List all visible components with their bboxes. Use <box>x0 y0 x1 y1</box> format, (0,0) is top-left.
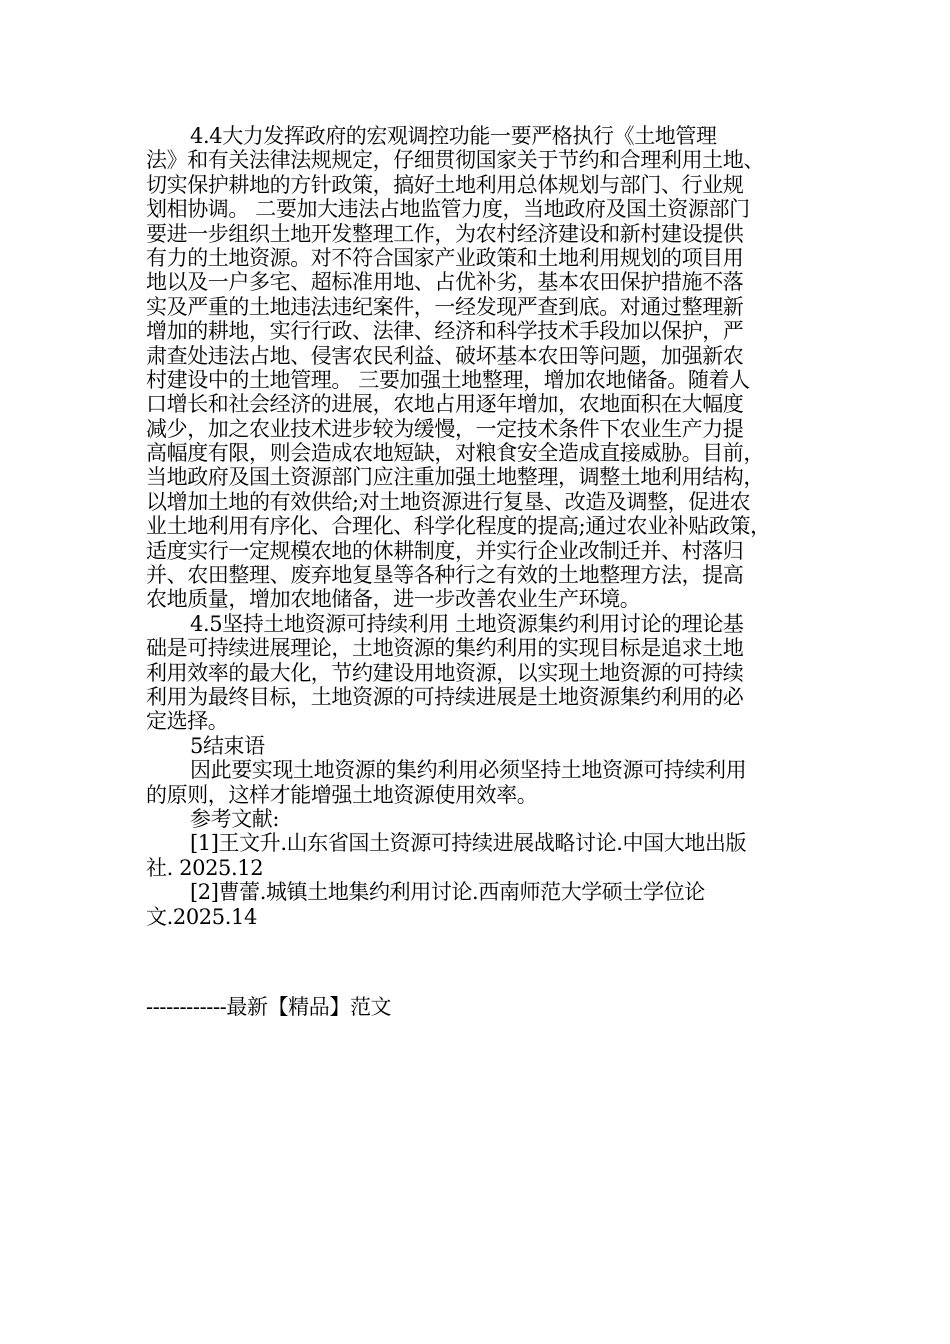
text-line: 础是可持续进展理论，土地资源的集约利用的实现目标是追求土地 <box>146 636 744 661</box>
text-line: 村建设中的土地管理。 三要加强土地整理，增加农地储备。随着人 <box>146 367 750 392</box>
text-line: [2]曹蕾.城镇土地集约利用讨论.西南师范大学硕士学位论 <box>190 880 705 905</box>
text-line: 肃查处违法占地、侵害农民利益、破坏基本农田等问题，加强新农 <box>146 343 744 368</box>
text-line: 利用为最终目标，土地资源的可持续进展是土地资源集约利用的必 <box>146 684 744 709</box>
text-line: 文.2025.14 <box>146 904 257 929</box>
text-line: 减少，加之农业技术进步较为缓慢，一定技术条件下农业生产力提 <box>146 416 744 441</box>
text-line: 法》和有关法律法规规定，仔细贯彻国家关于节约和合理利用土地、 <box>146 148 764 173</box>
footer-banner: ------------最新【精品】范文 <box>146 995 392 1019</box>
text-line: 利用效率的最大化，节约建设用地资源，以实现土地资源的可持续 <box>146 660 744 685</box>
text-line: 有力的土地资源。对不符合国家产业政策和土地利用规划的项目用 <box>146 245 744 270</box>
text-line: 业土地利用有序化、合理化、科学化程度的提高;通过农业补贴政策， <box>146 514 771 539</box>
text-line: 当地政府及国土资源部门应注重加强土地整理，调整土地利用结构， <box>146 465 764 490</box>
text-line: 划相协调。 二要加大违法占地监管力度，当地政府及国土资源部门 <box>146 197 750 222</box>
text-line: 因此要实现土地资源的集约利用必须坚持土地资源可持续利用 <box>190 758 747 783</box>
text-line: 的原则，这样才能增强土地资源使用效率。 <box>146 782 538 807</box>
document-body <box>146 124 816 929</box>
text-line: 4.5坚持土地资源可持续利用 土地资源集约利用讨论的理论基 <box>190 611 744 636</box>
text-line: 增加的耕地，实行行政、法律、经济和科学技术手段加以保护，严 <box>146 319 744 344</box>
text-line: 以增加土地的有效供给;对土地资源进行复垦、改造及调整，促进农 <box>146 489 751 514</box>
text-line: 适度实行一定规模农地的休耕制度，并实行企业改制迁并、村落归 <box>146 538 744 563</box>
text-line: 高幅度有限，则会造成农地短缺，对粮食安全造成直接威胁。目前， <box>146 441 764 466</box>
section-heading-conclusion: 5结束语 <box>190 733 265 758</box>
text-line: 社. 2025.12 <box>146 855 264 880</box>
text-line: 4.4大力发挥政府的宏观调控功能一要严格执行《土地管理 <box>190 124 717 148</box>
text-line: 地以及一户多宅、超标准用地、占优补劣，基本农田保护措施不落 <box>146 270 744 295</box>
text-line: 并、农田整理、废弃地复垦等各种行之有效的土地整理方法，提高 <box>146 563 744 588</box>
paragraph-conclusion <box>146 758 816 807</box>
reference-item-2 <box>146 880 816 929</box>
text-line: 要进一步组织土地开发整理工作，为农村经济建设和新村建设提供 <box>146 221 744 246</box>
paragraph-4-4 <box>146 124 816 612</box>
reference-item-1 <box>146 831 816 880</box>
text-line: 定选择。 <box>146 709 229 734</box>
paragraph-4-5 <box>146 612 816 734</box>
text-line: [1]王文升.山东省国土资源可持续进展战略讨论.中国大地出版 <box>190 831 747 856</box>
text-line: 实及严重的土地违法违纪案件，一经发现严查到底。对通过整理新 <box>146 294 744 319</box>
text-line: 切实保护耕地的方针政策，搞好土地利用总体规划与部门、行业规 <box>146 172 744 197</box>
text-line: 农地质量，增加农地储备，进一步改善农业生产环境。 <box>146 587 641 612</box>
text-line: 口增长和社会经济的进展，农地占用逐年增加，农地面积在大幅度 <box>146 392 744 417</box>
references-heading: 参考文献: <box>190 806 280 831</box>
